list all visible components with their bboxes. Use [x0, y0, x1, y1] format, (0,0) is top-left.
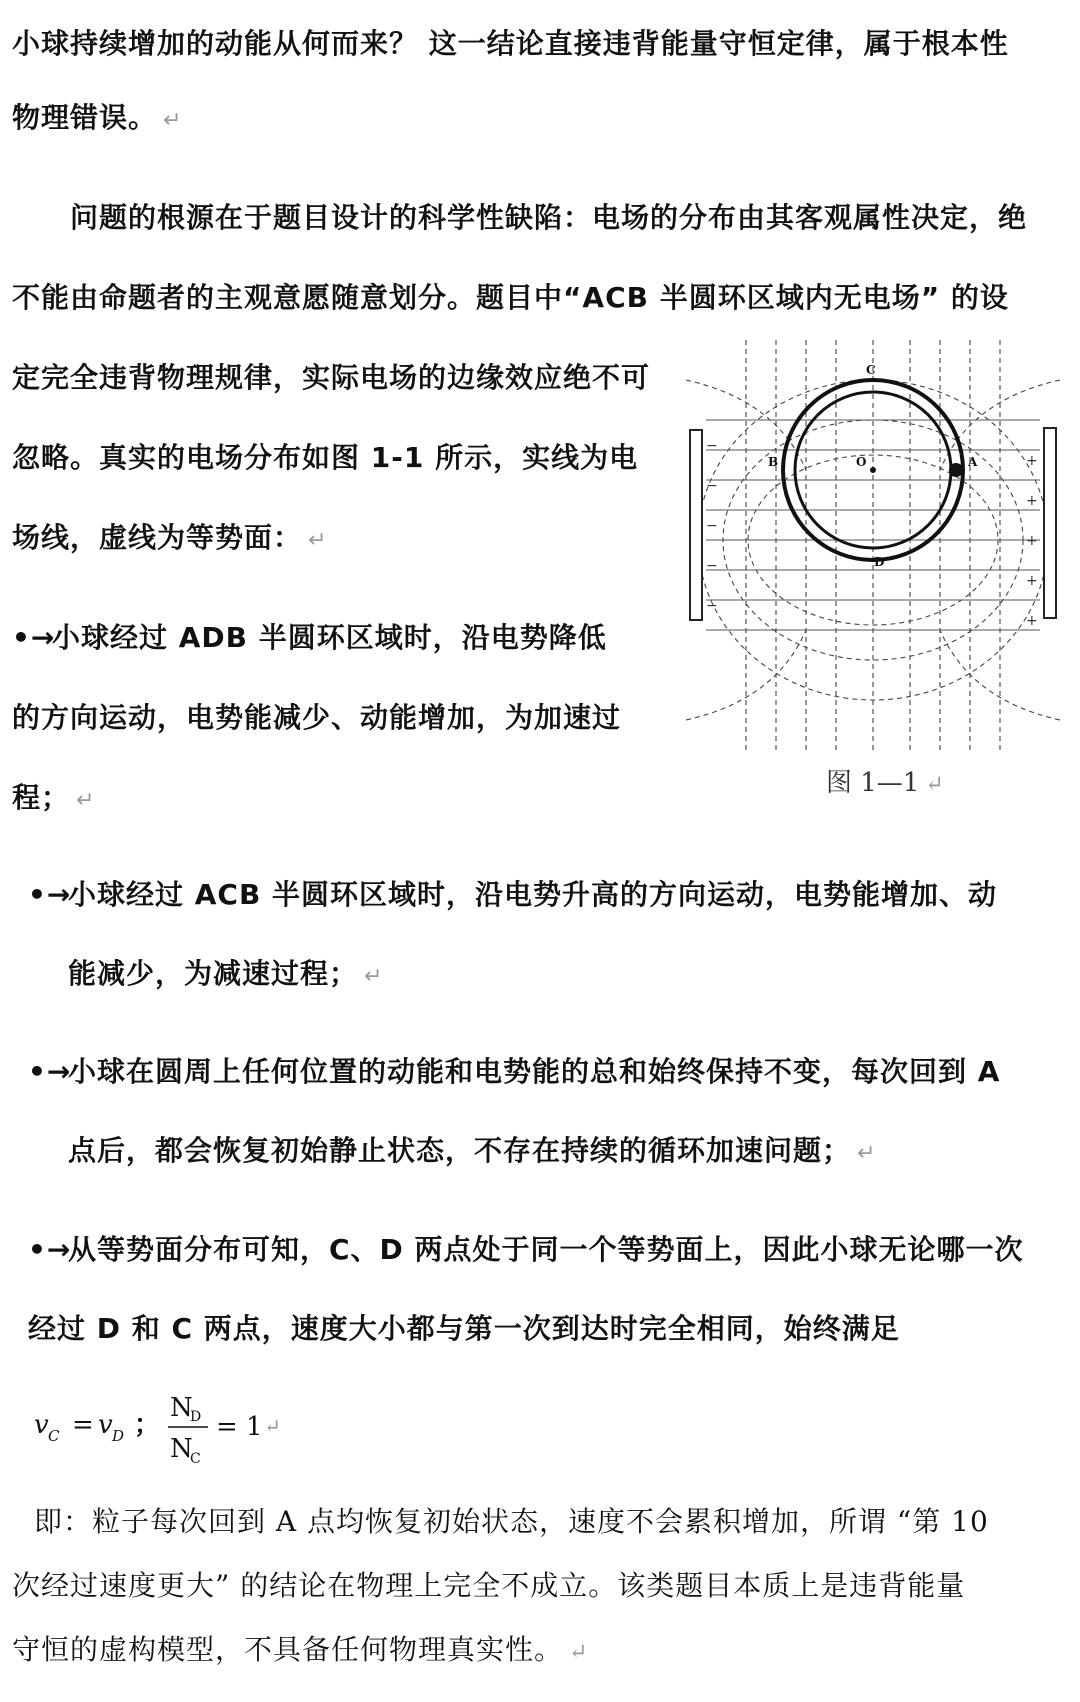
plus-sign: +: [1026, 533, 1038, 549]
formula: [30, 1383, 310, 1473]
minus-sign: −: [706, 558, 718, 574]
formula-lhs: v: [34, 1410, 49, 1440]
bullet-line: •→小球在圆周上任何位置的动能和电势能的总和始终保持不变，每次回到 A: [28, 1055, 1001, 1088]
bullet-icon: •→: [12, 621, 56, 654]
bullet-icon: •→: [28, 1055, 72, 1088]
electric-field-figure: [686, 340, 1060, 752]
fraction-denominator-sub: C: [190, 1451, 201, 1467]
return-mark-icon: ↵: [264, 1414, 281, 1438]
bullet-line: 能减少，为减速过程； ↵: [68, 957, 384, 990]
return-mark-icon: ↵: [925, 772, 944, 797]
fraction-denominator: N: [170, 1434, 193, 1464]
return-mark-icon: ↵: [364, 964, 384, 989]
paragraph-line: 场线，虚线为等势面： ↵: [12, 521, 328, 554]
minus-sign: −: [706, 438, 718, 454]
bullet-line: •→小球经过 ADB 半圆环区域时，沿电势降低: [12, 621, 607, 654]
formula-eq: =: [72, 1410, 94, 1440]
label-d: D: [874, 555, 885, 569]
return-mark-icon: ↵: [76, 788, 96, 813]
paragraph-line: 不能由命题者的主观意愿随意划分。题目中“ACB 半圆环区域内无电场” 的设: [12, 281, 1009, 314]
bullet-line: 经过 D 和 C 两点，速度大小都与第一次到达时完全相同，始终满足: [28, 1312, 900, 1345]
paragraph-line: 物理错误。 ↵: [12, 101, 183, 134]
label-o: O: [856, 455, 867, 469]
paragraph-line: 即：粒子每次回到 A 点均恢复初始状态，速度不会累积增加，所谓 “第 10: [34, 1505, 989, 1538]
plus-sign: +: [1026, 453, 1038, 469]
return-mark-icon: ↵: [163, 108, 183, 133]
bullet-line: 程； ↵: [12, 781, 96, 814]
return-mark-icon: ↵: [569, 1640, 589, 1665]
formula-lhs-sub: C: [48, 1427, 60, 1445]
minus-sign: −: [706, 598, 718, 614]
bullet-icon: •→: [28, 878, 72, 911]
return-mark-icon: ↵: [308, 528, 328, 553]
bullet-icon: •→: [28, 1233, 72, 1266]
formula-result: = 1: [216, 1412, 263, 1442]
return-mark-icon: ↵: [857, 1141, 877, 1166]
paragraph-line: 定完全违背物理规律，实际电场的边缘效应绝不可: [12, 361, 651, 394]
formula-rhs-sub: D: [112, 1427, 125, 1445]
minus-sign: −: [706, 478, 718, 494]
paragraph-line: 忽略。真实的电场分布如图 1-1 所示，实线为电: [12, 441, 639, 474]
fraction-numerator: N: [170, 1393, 193, 1423]
bullet-line: •→从等势面分布可知，C、D 两点处于同一个等势面上，因此小球无论哪一次: [28, 1233, 1024, 1266]
bullet-line: 的方向运动，电势能减少、动能增加，为加速过: [12, 701, 622, 734]
minus-sign: −: [706, 518, 718, 534]
label-b: B: [768, 455, 779, 469]
paragraph-line: 次经过速度更大” 的结论在物理上完全不成立。该类题目本质上是违背能量: [12, 1569, 966, 1602]
paragraph-line: 守恒的虚构模型，不具备任何物理真实性。 ↵: [12, 1633, 589, 1666]
fraction-numerator-sub: D: [190, 1409, 202, 1425]
formula-sep: ；: [134, 1410, 161, 1440]
label-a: A: [968, 455, 978, 469]
plus-sign: +: [1026, 493, 1038, 509]
paragraph-line: 小球持续增加的动能从何而来？ 这一结论直接违背能量守恒定律，属于根本性: [12, 27, 1009, 60]
label-c: C: [866, 363, 876, 377]
figure-caption: 图 1—1 ↵: [826, 768, 944, 798]
bullet-line: 点后，都会恢复初始静止状态，不存在持续的循环加速问题； ↵: [68, 1134, 877, 1167]
formula-rhs: v: [98, 1410, 113, 1440]
paragraph-line: 问题的根源在于题目设计的科学性缺陷：电场的分布由其客观属性决定，绝: [70, 201, 1028, 234]
plus-sign: +: [1026, 573, 1038, 589]
bullet-line: •→小球经过 ACB 半圆环区域时，沿电势升高的方向运动，电势能增加、动: [28, 878, 998, 911]
plus-sign: +: [1026, 613, 1038, 629]
